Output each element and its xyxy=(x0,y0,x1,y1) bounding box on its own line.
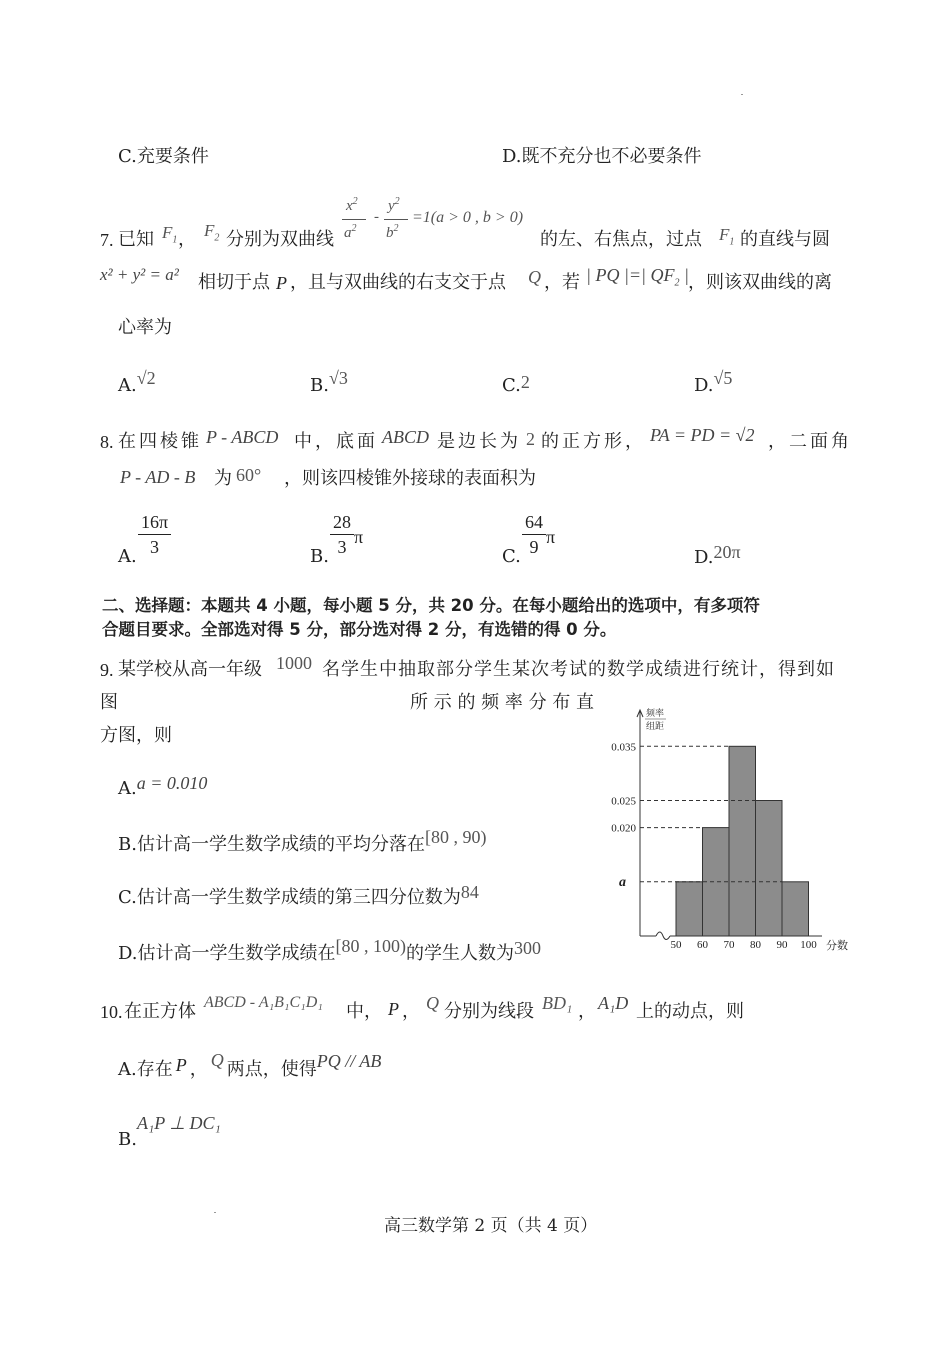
math-a1d: A₁D xyxy=(598,993,629,1013)
x-tick-label: 70 xyxy=(723,939,735,951)
question-number: 9. xyxy=(100,660,114,680)
histogram-bar xyxy=(676,882,703,936)
option-a: A.a = 0.010 xyxy=(118,773,208,799)
x-tick-label: 50 xyxy=(670,939,682,951)
circle-equation: x² + y² = a² xyxy=(100,265,179,284)
math-pq-qf2: | PQ |=| $QF_2$ | xyxy=(586,265,689,289)
x-axis-break xyxy=(656,932,670,940)
section-heading-line2: 合题目要求。全部选对得 5 分，部分选对得 2 分，有选错的得 0 分。 xyxy=(102,620,617,639)
math-dihedral: P - AD - B xyxy=(120,467,196,487)
section-heading: 二、选择题：本题共 4 小题，每小题 5 分，共 20 分。在每小题给出的选项中，有多项符 xyxy=(102,596,760,615)
option-c: C.2 xyxy=(502,372,530,396)
x-tick-label: 60 xyxy=(697,939,708,951)
option-c: C.估计高一学生数学成绩的第三四分位数为84 xyxy=(118,882,479,908)
math-f1: $F_1$ xyxy=(719,225,735,248)
math-f1: $F_1$ xyxy=(162,223,178,246)
math-q: Q xyxy=(426,993,439,1013)
frequency-histogram xyxy=(596,700,858,962)
question-number: 8. xyxy=(100,432,114,452)
math-pyramid: P - ABCD xyxy=(206,427,279,447)
y-tick-label: 0.020 xyxy=(611,822,636,835)
option-a: A.存在 P ， Q 两点，使得PQ // AB xyxy=(118,1050,382,1080)
option-d: D.20π xyxy=(694,542,741,568)
math-p: P xyxy=(276,273,287,293)
math-base: ABCD xyxy=(382,427,429,447)
x-tick-label: 100 xyxy=(800,939,817,951)
y-tick-label: 0.035 xyxy=(611,741,636,754)
x-axis-label: 分数 xyxy=(826,940,848,952)
option-d: D.√5 xyxy=(694,368,733,396)
y-tick-label: a xyxy=(619,874,626,890)
option-b: B.√3 xyxy=(310,368,348,396)
histogram-bar xyxy=(782,882,809,936)
scan-dot xyxy=(741,94,743,95)
question-text: 已知 xyxy=(118,229,154,250)
histogram-bar xyxy=(756,801,783,937)
math-cube: ABCD - A₁B₁C₁D₁ xyxy=(204,994,323,1011)
y-axis-label: 频率 xyxy=(646,708,665,718)
y-tick-label: 0.025 xyxy=(611,795,636,808)
option-b: B.估计高一学生数学成绩的平均分落在[80 , 90) xyxy=(118,827,487,855)
option-b: B.A₁P ⊥ DC₁ xyxy=(118,1113,221,1150)
option-d-prev: D.既不充分也不必要条件 xyxy=(502,146,702,167)
math-q: Q xyxy=(528,267,541,287)
math-pa-pd: PA = PD = √2 xyxy=(650,425,755,445)
y-axis-label: 组距 xyxy=(646,721,665,731)
histogram-bar xyxy=(729,746,756,936)
page-footer: 高三数学第 2 页（共 4 页） xyxy=(384,1216,598,1236)
math-f2: $F_2$ xyxy=(204,221,220,244)
question-number: 10. xyxy=(100,1002,123,1022)
option-a: A.√2 xyxy=(118,368,156,396)
option-c-prev: C.充要条件 xyxy=(118,146,209,167)
x-tick-label: 90 xyxy=(776,939,788,951)
x-tick-label: 80 xyxy=(750,939,761,951)
math-angle: 60° xyxy=(236,465,262,485)
math-bd1: BD₁ xyxy=(542,993,573,1013)
option-d: D.估计高一学生数学成绩在[80 , 100)的学生人数为300 xyxy=(118,936,542,964)
scan-dot xyxy=(214,1212,216,1213)
question-number: 7. xyxy=(100,230,114,250)
math-p: P xyxy=(388,999,399,1019)
